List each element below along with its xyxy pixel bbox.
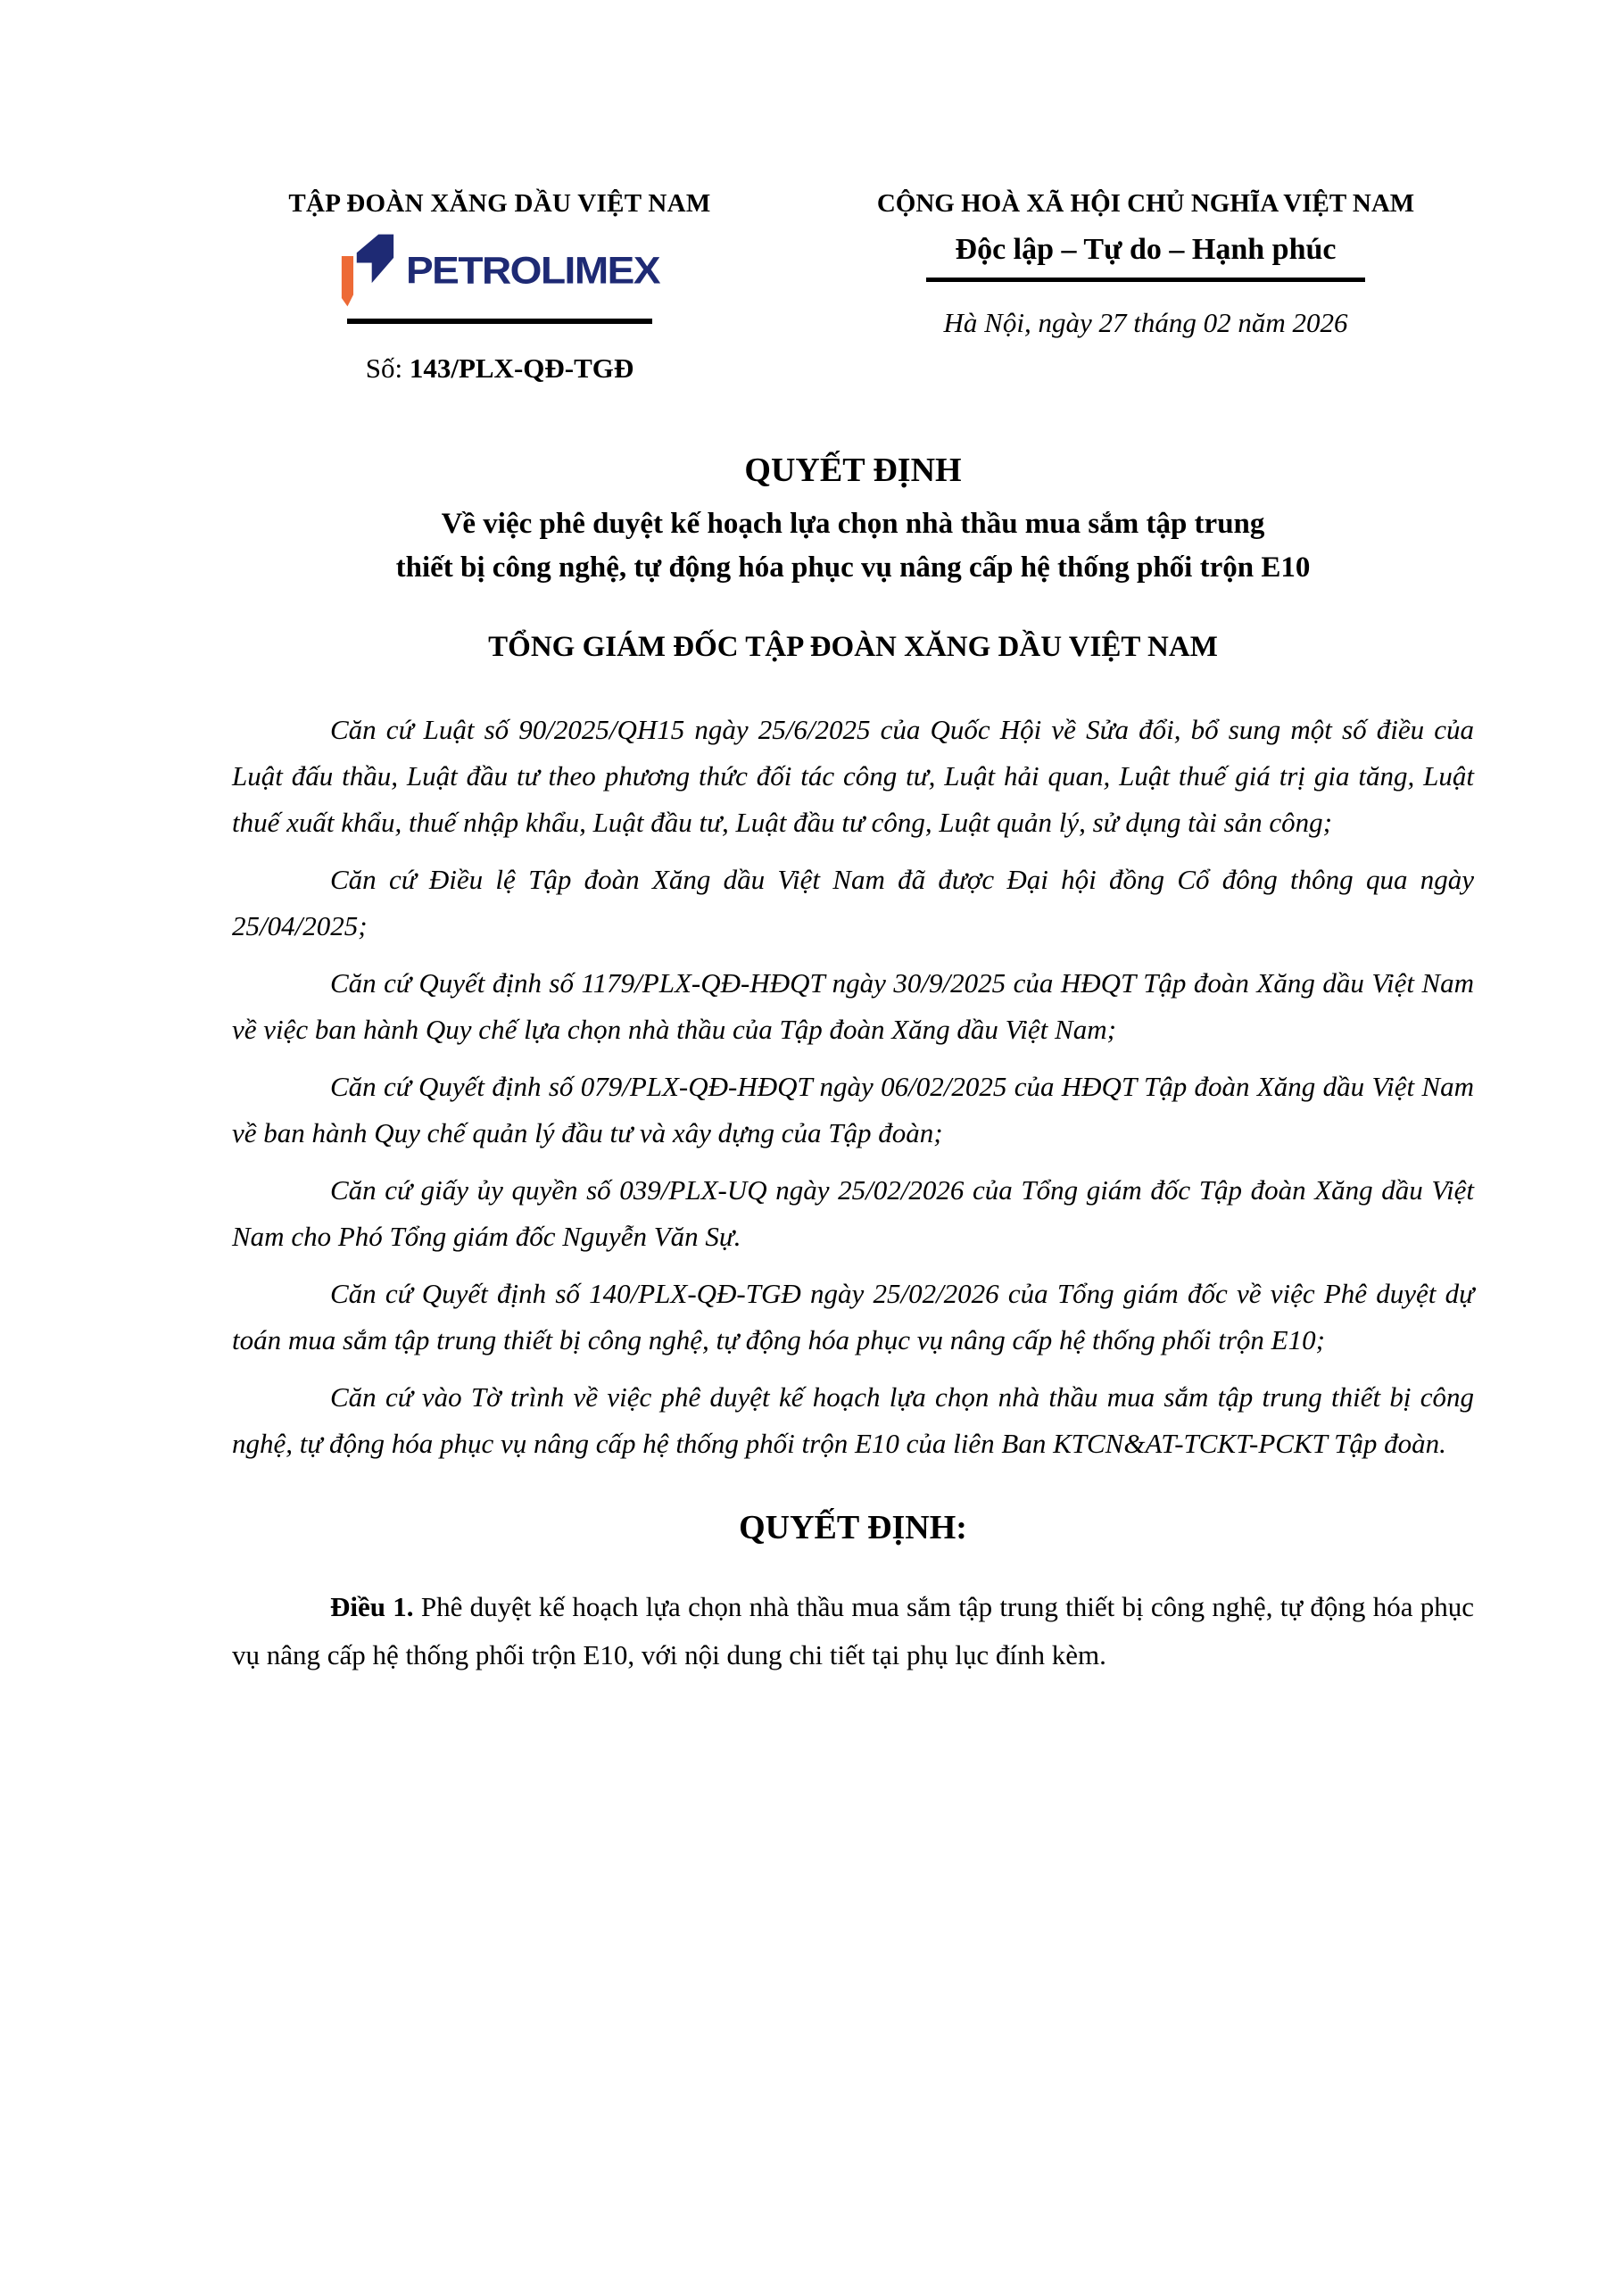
place-and-date: Hà Nội, ngày 27 tháng 02 năm 2026 [943, 307, 1348, 338]
logo-bar-shape [342, 256, 353, 306]
citation-paragraph: Căn cứ vào Tờ trình về việc phê duyệt kế hoạch lựa chọn nhà thầu mua sắm tập trung thiết bị công nghệ, tự động hóa phục vụ nâng cấp hệ thống phối trộn E10 của liên Ban KTCN&AT-TCKT-PCKT Tập đoàn. [232, 1381, 1474, 1459]
article-1-paragraph [232, 1583, 1474, 1679]
logo-flag-shape [357, 235, 393, 283]
title-block [232, 451, 1474, 664]
national-motto: Độc lập – Tự do – Hạnh phúc [955, 233, 1337, 266]
petrolimex-logo-icon [340, 231, 395, 310]
header-left-column [195, 189, 805, 385]
article-1-label: Điều 1. [330, 1591, 414, 1622]
document-number [195, 352, 805, 385]
citation-paragraph: Căn cứ Quyết định số 1179/PLX-QĐ-HĐQT ngày 30/9/2025 của HĐQT Tập đoàn Xăng dầu Việt Nam về việc ban hành Quy chế lựa chọn nhà thầu của Tập đoàn Xăng dầu Việt Nam; [232, 967, 1474, 1045]
right-header-rule [926, 278, 1365, 282]
article-1-text: Phê duyệt kế hoạch lựa chọn nhà thầu mua sắm tập trung thiết bị công nghệ, tự động hóa phục vụ nâng cấp hệ thống phối trộn E10, với nội dung chi tiết tại phụ lục đính kèm. [232, 1591, 1475, 1670]
country-name: CỘNG HOÀ XÃ HỘI CHỦ NGHĨA VIỆT NAM [876, 189, 1415, 218]
left-header-rule [347, 319, 652, 324]
org-name: TẬP ĐOÀN XĂNG DẦU VIỆT NAM [288, 189, 711, 218]
document-number-value: 143/PLX-QĐ-TGĐ [409, 352, 634, 384]
citation-paragraph: Căn cứ Điều lệ Tập đoàn Xăng dầu Việt Nam đã được Đại hội đồng Cổ đông thông qua ngày 25/04/2025; [232, 864, 1474, 941]
petrolimex-wordmark: PETROLIMEX [405, 249, 660, 292]
citation-paragraph: Căn cứ Quyết định số 079/PLX-QĐ-HĐQT ngày 06/02/2025 của HĐQT Tập đoàn Xăng dầu Việt Nam về ban hành Quy chế quản lý đầu tư và xây dựng của Tập đoàn; [232, 1071, 1474, 1148]
document-body [232, 451, 1474, 1679]
document-subtitle-line1: Về việc phê duyệt kế hoạch lựa chọn nhà thầu mua sắm tập trung [441, 508, 1265, 540]
citation-paragraph: Căn cứ Luật số 90/2025/QH15 ngày 25/6/2025 của Quốc Hội về Sửa đổi, bổ sung một số điều của Luật đấu thầu, Luật đầu tư theo phương thức đối tác công tư, Luật hải quan, Luật thuế giá trị gia tăng, Luật thuế xuất khẩu, thuế nhập khẩu, Luật đầu tư, Luật đầu tư công, Luật quản lý, sử dụng tài sản công; [232, 714, 1474, 838]
petrolimex-logo [195, 229, 805, 311]
citation-paragraph: Căn cứ giấy ủy quyền số 039/PLX-UQ ngày 25/02/2026 của Tổng giám đốc Tập đoàn Xăng dầu Việt Nam cho Phó Tổng giám đốc Nguyễn Văn Sự. [232, 1174, 1474, 1252]
document-number-label: Số: [365, 352, 403, 384]
issuer-title: TỔNG GIÁM ĐỐC TẬP ĐOÀN XĂNG DẦU VIỆT NAM [488, 631, 1218, 663]
header-right-column [828, 189, 1463, 339]
decision-heading: QUYẾT ĐỊNH: [739, 1509, 967, 1546]
document-subtitle-line2: thiết bị công nghệ, tự động hóa phục vụ nâng cấp hệ thống phối trộn E10 [395, 551, 1311, 584]
document-title: QUYẾT ĐỊNH [744, 452, 962, 489]
citation-paragraph: Căn cứ Quyết định số 140/PLX-QĐ-TGĐ ngày 25/02/2026 của Tổng giám đốc về việc Phê duyệt dự toán mua sắm tập trung thiết bị công nghệ, tự động hóa phục vụ nâng cấp hệ thống phối trộn E10; [232, 1278, 1474, 1355]
